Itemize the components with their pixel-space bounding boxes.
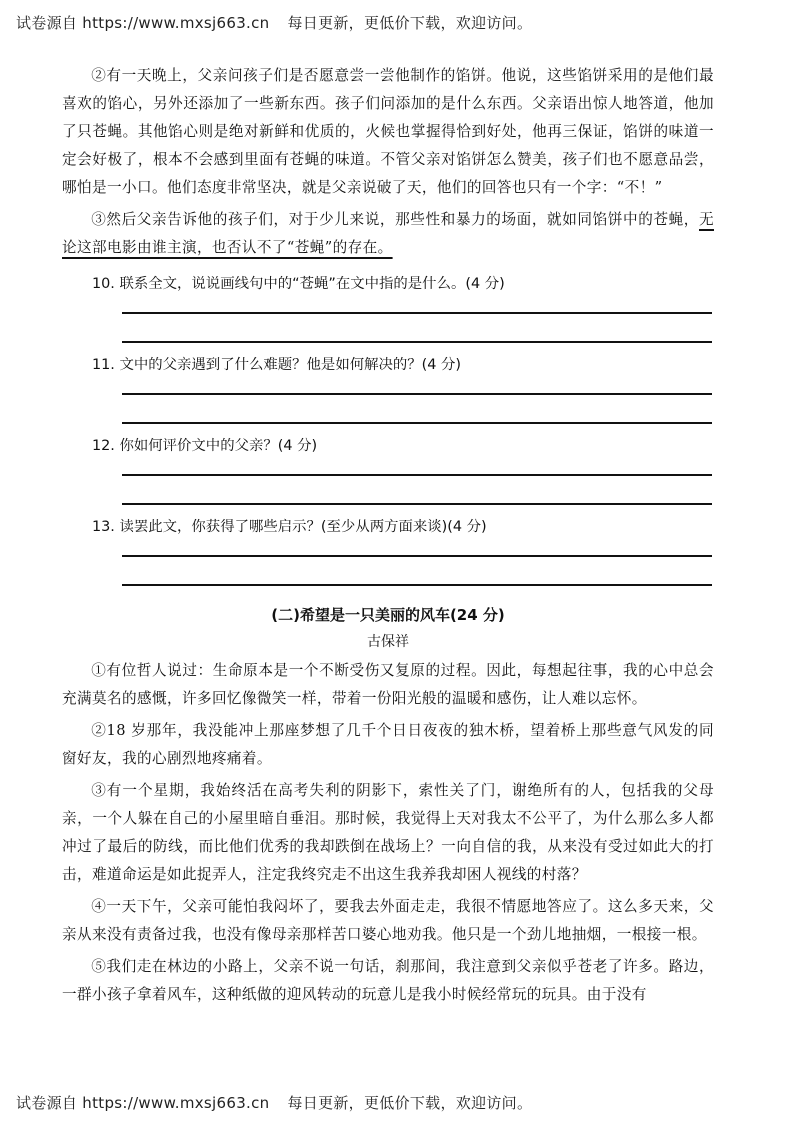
- answer-line[interactable]: [122, 312, 712, 314]
- passage2-author: 古保祥: [367, 634, 409, 650]
- page-header: [16, 12, 532, 33]
- page-content: [62, 62, 714, 1013]
- passage1-paragraph-2: ②有一天晚上，父亲问孩子们是否愿意尝一尝他制作的馅饼。他说，这些馅饼采用的是他们最喜欢的馅心，另外还添加了一些新东西。孩子们问添加的是什么东西。父亲语出惊人地答道，他加了只苍蝇。其他馅心则是绝对新鲜和优质的，火候也掌握得恰到好处，他再三保证，馅饼的味道一定会好极了，根本不会感到里面有苍蝇的味道。不管父亲对馅饼怎么赞美，孩子们也不愿意品尝，哪怕是一小口。他们态度非常坚决，就是父亲说破了天，他们的回答也只有一个字：“不！”: [62, 67, 714, 196]
- passage1-paragraph-3: [62, 206, 714, 262]
- answer-area-12[interactable]: [122, 474, 712, 505]
- paragraph-3-text: ③然后父亲告诉他的孩子们，对于少儿来说，那些性和暴力的场面，就如同馅饼中的苍蝇，: [91, 211, 699, 228]
- passage2-paragraph-1: ①有位哲人说过：生命原本是一个不断受伤又复原的过程。因此，每想起往事，我的心中总会充满莫名的感慨，许多回忆像微笑一样，带着一份阳光般的温暖和感伤，让人难以忘怀。: [62, 662, 714, 707]
- answer-line[interactable]: [122, 341, 712, 343]
- header-slogan: 每日更新，更低价下载，欢迎访问。: [287, 14, 533, 32]
- answer-line[interactable]: [122, 503, 712, 505]
- answer-area-13[interactable]: [122, 555, 712, 586]
- question-11: 11. 文中的父亲遇到了什么难题？他是如何解决的？(4 分): [92, 357, 462, 373]
- passage2-paragraph-3: ③有一个星期，我始终活在高考失利的阴影下，索性关了门，谢绝所有的人，包括我的父母亲，一个人躲在自己的小屋里暗自垂泪。那时候，我觉得上天对我太不公平了，为什么那么多人都冲过了最后的防线，而比他们优秀的我却跌倒在战场上？一向自信的我，从来没有受过如此大的打击，难道命运是如此捉弄人，注定我终究走不出这生我养我却困人视线的村落？: [62, 782, 714, 883]
- answer-line[interactable]: [122, 584, 712, 586]
- passage2-paragraph-4: ④一天下午，父亲可能怕我闷坏了，要我去外面走走，我很不情愿地答应了。这么多天来，父亲从来没有责备过我，也没有像母亲那样苦口婆心地劝我。他只是一个劲儿地抽烟，一根接一根。: [62, 898, 714, 943]
- header-site: 试卷源自 https://www.mxsj663.cn: [16, 14, 270, 32]
- question-12: 12. 你如何评价文中的父亲？(4 分): [92, 438, 318, 454]
- answer-line[interactable]: [122, 393, 712, 395]
- question-10: 10. 联系全文，说说画线句中的“苍蝇”在文中指的是什么。(4 分): [92, 276, 505, 292]
- answer-line[interactable]: [122, 555, 712, 557]
- answer-area-10[interactable]: [122, 312, 712, 343]
- answer-line[interactable]: [122, 474, 712, 476]
- passage2-paragraph-5: ⑤我们走在林边的小路上，父亲不说一句话，刹那间，我注意到父亲似乎苍老了许多。路边，一群小孩子拿着风车，这种纸做的迎风转动的玩意儿是我小时候经常玩的玩具。由于没有: [62, 958, 714, 1003]
- footer-site: 试卷源自 https://www.mxsj663.cn: [16, 1094, 270, 1112]
- underlined-sentence: 无论这部电影由谁主演，也否认不了“苍蝇”的存在。: [62, 211, 714, 256]
- answer-line[interactable]: [122, 422, 712, 424]
- question-13: 13. 读罢此文，你获得了哪些启示？(至少从两方面来谈)(4 分): [92, 519, 487, 535]
- page-footer: [16, 1092, 532, 1113]
- footer-slogan: 每日更新，更低价下载，欢迎访问。: [287, 1094, 533, 1112]
- passage2-paragraph-2: ②18 岁那年，我没能冲上那座梦想了几千个日日夜夜的独木桥，望着桥上那些意气风发的同窗好友，我的心剧烈地疼痛着。: [62, 722, 714, 767]
- passage2-title: (二)希望是一只美丽的风车(24 分): [271, 606, 505, 624]
- answer-area-11[interactable]: [122, 393, 712, 424]
